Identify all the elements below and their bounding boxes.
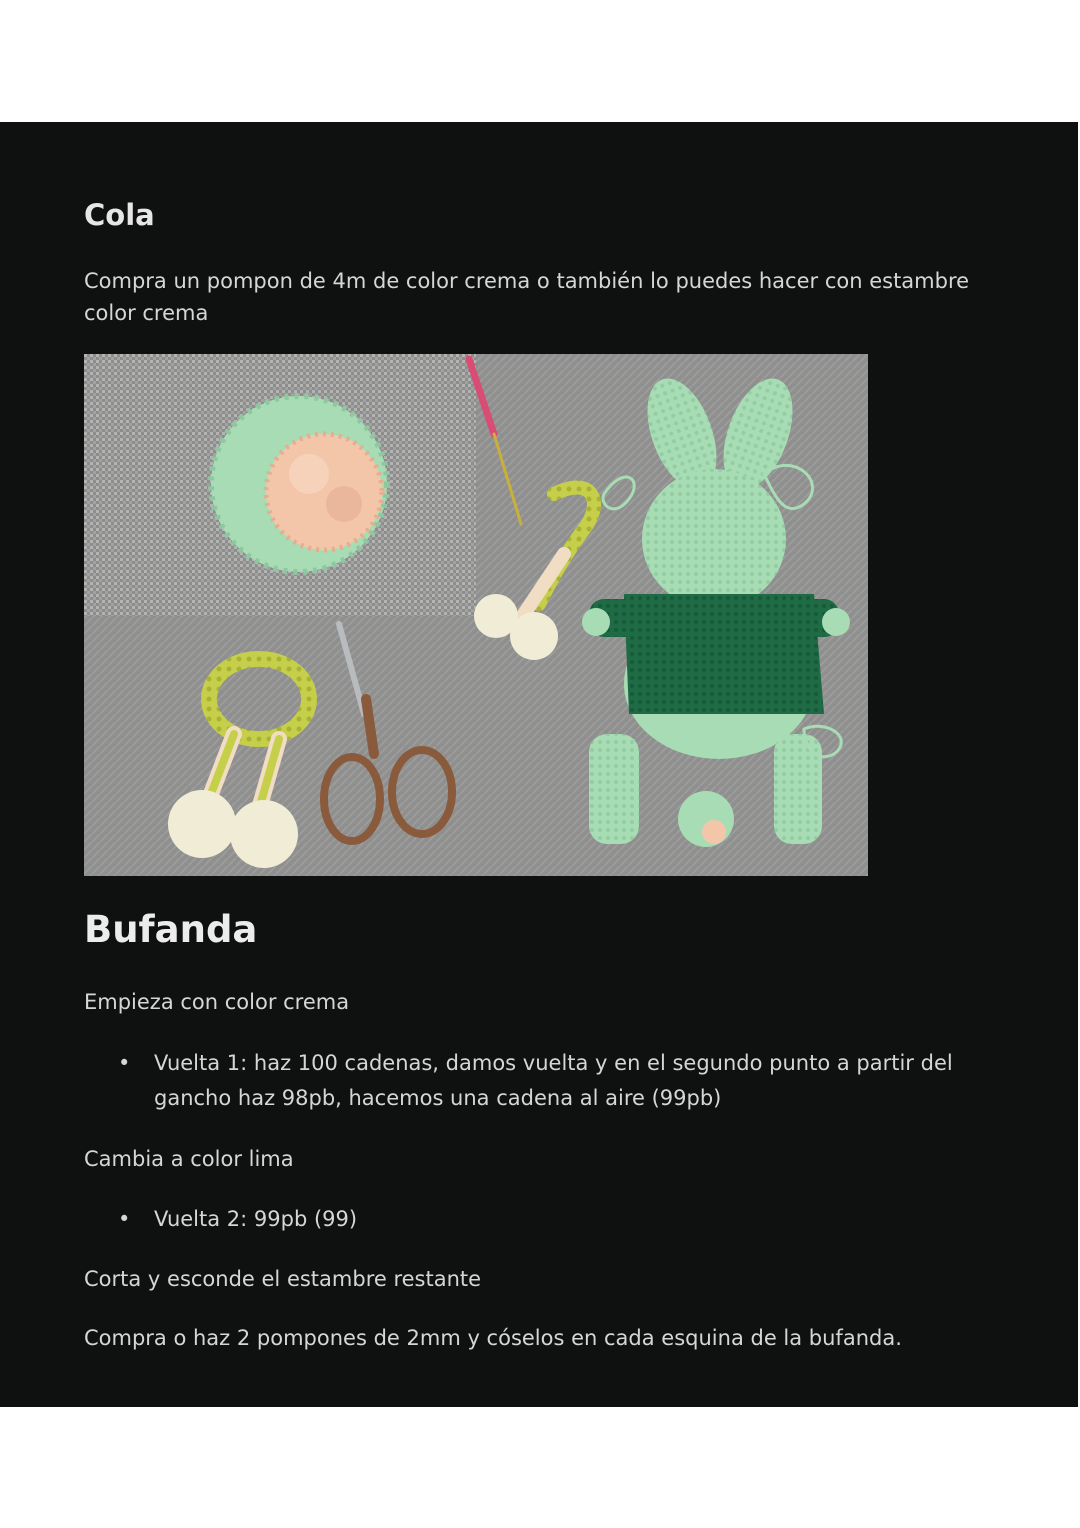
paragraph-cola: Compra un pompon de 4m de color crema o también lo puedes hacer con estambre color crema (84, 269, 970, 325)
paragraph-color-change: Cambia a color lima (84, 1147, 294, 1171)
paragraph-cut: Corta y esconde el estambre restante (84, 1267, 482, 1291)
heading-cola: Cola (84, 198, 155, 232)
round-2-text: Vuelta 2: 99pb (99) (154, 1207, 358, 1231)
bullet-icon: • (118, 1051, 131, 1075)
bullet-icon: • (118, 1207, 131, 1231)
list-round-1 (118, 1046, 958, 1116)
list-item (118, 1046, 958, 1116)
list-round-2 (118, 1202, 958, 1237)
paragraph-intro: Empieza con color crema (84, 990, 350, 1014)
crochet-photo-collage (84, 354, 868, 876)
pompon-large (211, 396, 387, 572)
list-item (118, 1202, 958, 1237)
heading-bufanda: Bufanda (84, 908, 258, 951)
round-1-text: Vuelta 1: haz 100 cadenas, damos vuelta y en el segundo punto a partir del gancho haz 98pb, hacemos una cadena al aire (99pb) (154, 1051, 953, 1110)
collage-image (84, 354, 868, 876)
paragraph-pompons: Compra o haz 2 pompones de 2mm y cóselos en cada esquina de la bufanda. (84, 1326, 902, 1350)
